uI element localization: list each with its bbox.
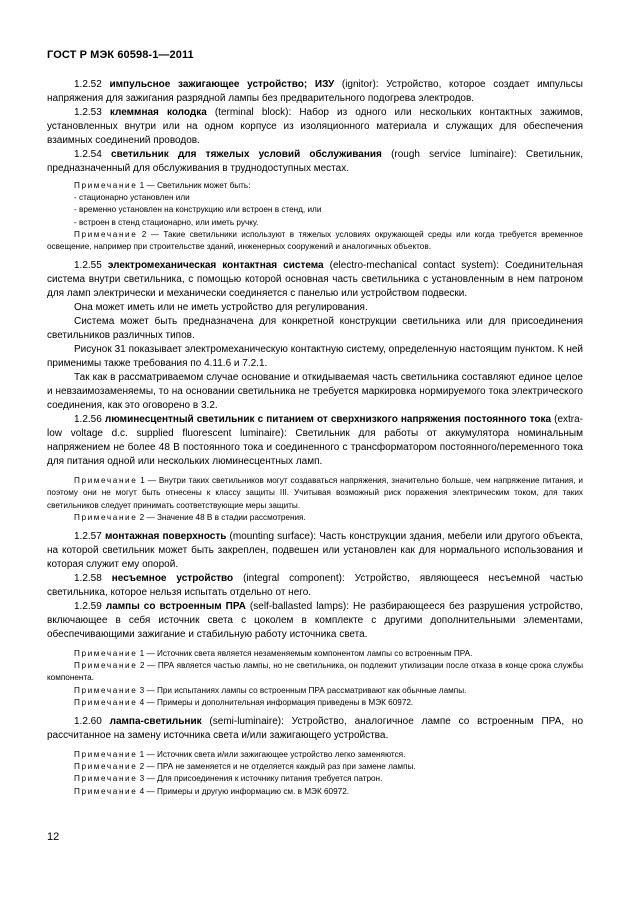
- note-text: 2 — ПРА не заменяется и не отделяется каждый раз при замене лампы.: [137, 762, 416, 772]
- clause-1-2-55: [47, 259, 583, 301]
- note: [47, 229, 583, 253]
- clause-term: монтажная поверхность: [104, 531, 227, 543]
- list-item: - временно установлен на конструкцию или встроен в стенд, или: [74, 205, 322, 215]
- note: [47, 180, 583, 192]
- note: [47, 475, 583, 512]
- clause-definition: (mounting surface): Часть конструкции здания, мебели или другого объекта, на которой светильник может быть закреплен, подвешен или установлен как для нормального использования и которая служит ему опорой.: [47, 531, 583, 571]
- note-text: 2 — Такие светильники используют в тяжелых условиях окружающей среды или когда требуется временное освещение, например при строительстве зданий, инженерных сооружений и аналогичных объектов.: [47, 229, 583, 252]
- note-label: Примечание: [74, 661, 138, 671]
- clause-term: импульсное зажигающее устройство; ИЗУ: [109, 79, 335, 90]
- note-label: Примечание: [74, 181, 138, 190]
- note-text: 4 — Примеры и дополнительная информация приведены в МЭК 60972.: [137, 697, 414, 707]
- clause-number: 1.2.52: [74, 79, 102, 90]
- clause-1-2-53: [47, 106, 583, 148]
- note-label: Примечание: [74, 786, 138, 796]
- note: [47, 773, 583, 785]
- clause-definition: (self-ballasted lamps): Не разбирающееся без разрушения устройство, включающее в себя источник света с цоколем в комплекте с другими дополнительными элементами, обеспечивающими зажигание и стабильную работу источника света.: [47, 601, 584, 641]
- clause-1-2-54: [47, 148, 583, 176]
- clause-number: 1.2.56: [74, 414, 102, 426]
- clause-number: 1.2.59: [74, 601, 102, 613]
- clause-1-2-52: [47, 78, 583, 106]
- paragraph: Так как в рассматриваемом случае основание и откидываемая часть светильника составляют единое целое и невзаимозаменяемы, то на основании светильника не требуется маркировка нормируемого тока электрического соединения, как это оговорено в 3.2.: [47, 372, 583, 412]
- clause-number: 1.2.54: [74, 149, 102, 160]
- clause-number: 1.2.53: [74, 107, 102, 118]
- clause-number: 1.2.60: [74, 716, 102, 728]
- note-text: 4 — Примеры и другую информацию см. в МЭК 60972.: [137, 786, 350, 796]
- clause-number: 1.2.58: [74, 573, 102, 585]
- clause-number: 1.2.55: [74, 260, 102, 272]
- note-label: Примечание: [74, 476, 138, 486]
- clause-1-2-56: [47, 413, 583, 469]
- note-text: 2 — ПРА является частью лампы, но не светильника, он подлежит утилизации после отказа в конце срока службы компонента.: [47, 661, 583, 683]
- paragraph: Рисунок 31 показывает электромеханическую контактную систему, определенную настоящим пунктом. К ней применимы также требования по 4.11.6 и 7.2.1.: [47, 344, 583, 370]
- clause-1-2-59: [47, 600, 583, 642]
- note-text: 1 — Источник света является незаменяемым компонентом лампы со встроенным ПРА.: [137, 649, 473, 659]
- clause-term: несъемное устройство: [111, 573, 234, 585]
- note-label: Примечание: [74, 512, 138, 522]
- clause-term: лампа-светильник: [109, 716, 202, 728]
- page-number: 12: [47, 831, 60, 843]
- clause-term: клеммная колодка: [109, 107, 207, 118]
- note-text: 1 — Источник света и/или зажигающее устройство легко заменяются.: [137, 750, 406, 760]
- note-label: Примечание: [74, 697, 138, 707]
- note-label: Примечание: [74, 774, 138, 784]
- clause-number: 1.2.57: [74, 531, 102, 543]
- note-text: 1 — Внутри таких светильников могут создаваться напряжения, значительно больше, чем напряжение питания, и поэтому они не могут быть отнесены к классу защиты III. Учитывая возможный риск поражения электрическим током, для таких светильников следует принимать соответствующие меры защиты.: [47, 476, 583, 510]
- clause-term: люминесцентный светильник с питанием от сверхнизкого напряжения постоянного тока: [104, 414, 552, 426]
- note-label: Примечание: [74, 750, 138, 760]
- note: [47, 786, 583, 798]
- clause-term: лампы со встроенным ПРА: [105, 601, 246, 613]
- note-text: 2 — Значение 48 В в стадии рассмотрения.: [137, 512, 306, 522]
- note: [47, 512, 583, 524]
- note: [47, 685, 583, 697]
- clause-definition: (rough service luminaire): Светильник, предназначенный для обслуживания в труднодоступных местах.: [47, 149, 584, 174]
- note: [47, 648, 583, 660]
- list-item: - стационарно установлен или: [74, 193, 190, 203]
- clause-definition: (semi-luminaire): Устройство, аналогичное лампе со встроенным ПРА, но рассчитанное на замену источника света и/или зажигающего устройства.: [47, 716, 584, 742]
- note-label: Примечание: [74, 762, 138, 772]
- clause-definition: (integral component): Устройство, являющееся несъемной частью светильника, которое нельзя испытать отдельно от него.: [47, 573, 583, 599]
- clause-1-2-57: [47, 530, 583, 572]
- clause-definition: (electro-mechanical contact system): Соединительная система внутри светильника, с помощью которой основная часть светильника с установленным в нем патроном для ламп электрически и механически соединяется с панелью или устройством подвески.: [47, 260, 583, 300]
- note-label: Примечание: [74, 685, 138, 695]
- note-label: Примечание: [74, 649, 138, 659]
- clause-1-2-60: [47, 715, 583, 743]
- clause-definition: (extra-low voltage d.c. supplied fluorescent luminaire): Светильник для работы от аккумулятора номинальным напряжением не более 48 В постоянного тока и соединенного с трансформатором постоянного/переменного тока для питания одной или нескольких люминесцентных ламп.: [47, 414, 584, 468]
- note-text: 3 — Для присоединения к источнику питания требуется патрон.: [137, 774, 383, 784]
- clause-definition: (terminal block): Набор из одного или нескольких контактных зажимов, установленных внутри или на одном корпусе из изоляционного материала и служащих для обеспечения взаимных соединений проводов.: [47, 107, 583, 146]
- clause-definition: (ignitor): Устройство, которое создает импульсы напряжения для зажигания разрядной лампы без предварительного подогрева электродов.: [47, 79, 583, 104]
- clause-term: электромеханическая контактная система: [107, 260, 324, 272]
- note: [47, 660, 583, 684]
- note-text: 1 — Светильник может быть:: [137, 181, 251, 190]
- clause-term: светильник для тяжелых условий обслуживания: [111, 149, 382, 160]
- paragraph: Система может быть предназначена для конкретной конструкции светильника или для присоединения светильников различных типов.: [47, 316, 583, 342]
- clause-1-2-58: [47, 572, 583, 600]
- document-body: [47, 78, 583, 798]
- note: [47, 697, 583, 709]
- note: [47, 749, 583, 761]
- note-label: Примечание: [74, 229, 138, 239]
- document-header: ГОСТ Р МЭК 60598-1—2011: [47, 49, 194, 61]
- note: [47, 761, 583, 773]
- note-text: 3 — При испытаниях лампы со встроенным ПРА рассматривают как обычные лампы.: [137, 685, 467, 695]
- paragraph: Она может иметь или не иметь устройство для регулирования.: [74, 302, 368, 314]
- list-item: - встроен в стенд стационарно, или иметь ручку.: [74, 217, 259, 227]
